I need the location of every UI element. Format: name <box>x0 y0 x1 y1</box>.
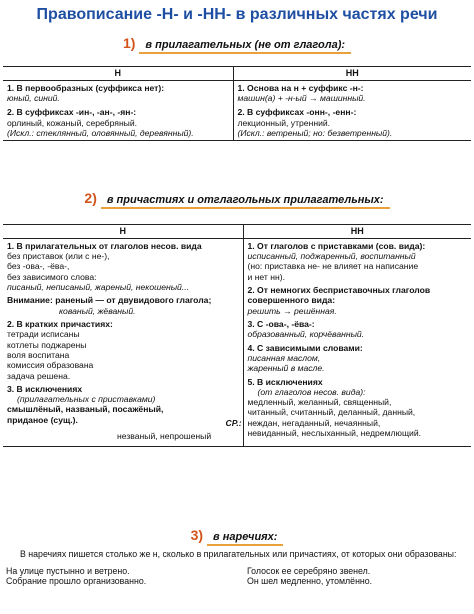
section-1-col-n: Н <box>3 67 233 81</box>
nn-rule-2 <box>248 285 468 316</box>
section-2-title: в причастиях и отглагольных прилагательных: <box>101 194 390 209</box>
example-text: неждан, негаданный, нечаянный, <box>247 417 381 428</box>
section-2-col-n: Н <box>3 225 243 239</box>
section-1-row-1-n <box>3 80 233 105</box>
nn-rule-5 <box>225 376 468 439</box>
example-text: решить → решённая. <box>247 305 337 316</box>
rule-text: 3. В исключениях <box>7 383 83 394</box>
nn-rule-3 <box>248 319 468 340</box>
rule-text: 1. Основа на н + суффикс -н-: <box>237 82 364 93</box>
rule-text: 2. От немногих бесприставочных глаголов <box>247 285 431 296</box>
rule-text: 2. В суффиксах -ин-, -ан-, -ян-: <box>7 107 137 118</box>
section-3-body <box>6 549 468 587</box>
compare-line <box>225 417 468 428</box>
section-2-n-column <box>3 238 243 447</box>
section-1-row-1-nn <box>233 80 471 105</box>
example-text: машин(а) + -н-ый → машинный. <box>237 93 366 104</box>
rule-text: без -ова-, -ёва-, <box>7 261 70 272</box>
section-2-table <box>3 224 471 447</box>
adverb-rule-text: В наречиях пишется столько же н, сколько в прилагательных или причастиях, от которых они образованы: <box>20 549 457 559</box>
example-text: задача решена. <box>7 370 71 381</box>
section-1-table <box>3 66 471 141</box>
example-text: комиссия образована <box>7 360 94 371</box>
section-2-heading <box>0 190 474 207</box>
example-text: воля воспитана <box>7 349 70 360</box>
rule-text: 2. В суффиксах -онн-, -енн-: <box>237 107 357 118</box>
example-text: тетради исписаны <box>7 329 80 340</box>
example-text: На улице пустынно и ветрено. <box>6 565 130 576</box>
example-text: медленный, желанный, священный, <box>247 397 392 408</box>
example-text: незваный, непрошеный <box>117 431 212 442</box>
section-1-title: в прилагательных (не от глагола): <box>139 39 351 54</box>
rule-text: и нет нн). <box>247 271 285 282</box>
example-text: исписанный, поджаренный, воспитанный <box>247 251 416 262</box>
rule-text: (от глаголов несов. вида): <box>257 386 366 397</box>
section-3-number: 3) <box>190 527 204 543</box>
rule-text: 1. В прилагательных от глаголов несов. вида <box>7 240 202 251</box>
n-rule-3 <box>7 384 239 442</box>
example-text: юный, синий. <box>7 93 60 104</box>
example-text: читанный, считанный, деланный, данный, <box>247 407 416 418</box>
rule-text: 4. С зависимыми словами: <box>247 342 363 353</box>
adverb-examples-right <box>237 566 468 587</box>
section-1-row-2-nn <box>233 105 471 140</box>
example-text: писанная маслом, <box>247 352 321 363</box>
rule-text: 5. В исключениях <box>247 376 323 387</box>
rule-text: (прилагательных с приставками) <box>17 394 156 405</box>
example-text: кованый, жёваный. <box>59 305 136 316</box>
example-text: невиданный, неслыханный, недремлющий. <box>247 428 422 439</box>
example-text: лекционный, утренний. <box>237 117 331 128</box>
section-2-col-nn: НН <box>243 225 471 239</box>
nn-rule-4 <box>248 343 468 374</box>
n-rule-1 <box>7 241 239 293</box>
section-2-nn-column <box>225 238 471 447</box>
adverb-examples-left <box>6 566 237 587</box>
example-text: орлиный, кожаный, серебряный. <box>7 117 138 128</box>
example-text: приданое (сущ.). <box>7 414 78 425</box>
rule-text: (но: приставка не- не влияет на написание <box>247 261 419 272</box>
rule-text: 1. В первообразных (суффикса нет): <box>7 82 165 93</box>
rule-text: 3. С -ова-, -ёва-: <box>247 318 315 329</box>
section-2-number: 2) <box>84 190 97 206</box>
nn-rule-1 <box>248 241 468 282</box>
section-1-row-2-n <box>3 105 233 140</box>
exception-text: (Искл.: ветреный; но: безветренный). <box>237 128 393 139</box>
rule-text: без приставок (или с не-), <box>7 251 110 262</box>
exception-text: (Искл.: стеклянный, оловянный, деревянный). <box>7 128 194 139</box>
section-1-number: 1) <box>122 35 136 51</box>
example-text: Голосок ее серебряно звенел. <box>247 565 371 576</box>
rule-text: 1. От глаголов с приставками (сов. вида): <box>247 240 426 251</box>
example-text: смышлёный, названый, посажёный, <box>7 404 164 415</box>
n-rule-2 <box>7 319 239 381</box>
n-attention-note <box>7 295 239 316</box>
example-text: образованный, корчёванный. <box>247 329 365 340</box>
rule-text: совершенного вида: <box>247 295 336 306</box>
compare-label: СР.: <box>225 417 242 428</box>
rule-text: 2. В кратких причастиях: <box>7 318 113 329</box>
example-text: Собрание прошло организованно. <box>6 576 147 587</box>
example-text: Он шел медленно, утомлённо. <box>247 576 373 587</box>
section-1-heading <box>0 35 474 52</box>
example-text: котлеты поджарены <box>7 339 87 350</box>
example-text: жаренный в масле. <box>247 363 325 374</box>
section-3-heading <box>0 527 474 544</box>
page-title: Правописание -Н- и -НН- в различных частях речи <box>36 6 438 23</box>
rule-text: без зависимого слова: <box>7 271 97 282</box>
section-3-title: в наречиях: <box>207 531 283 546</box>
section-1-col-nn: НН <box>233 67 471 81</box>
rule-text: Внимание: раненый — от двувидового глагола; <box>7 295 212 306</box>
example-text: писаный, неписаный, жареный, некошеный... <box>7 282 190 293</box>
